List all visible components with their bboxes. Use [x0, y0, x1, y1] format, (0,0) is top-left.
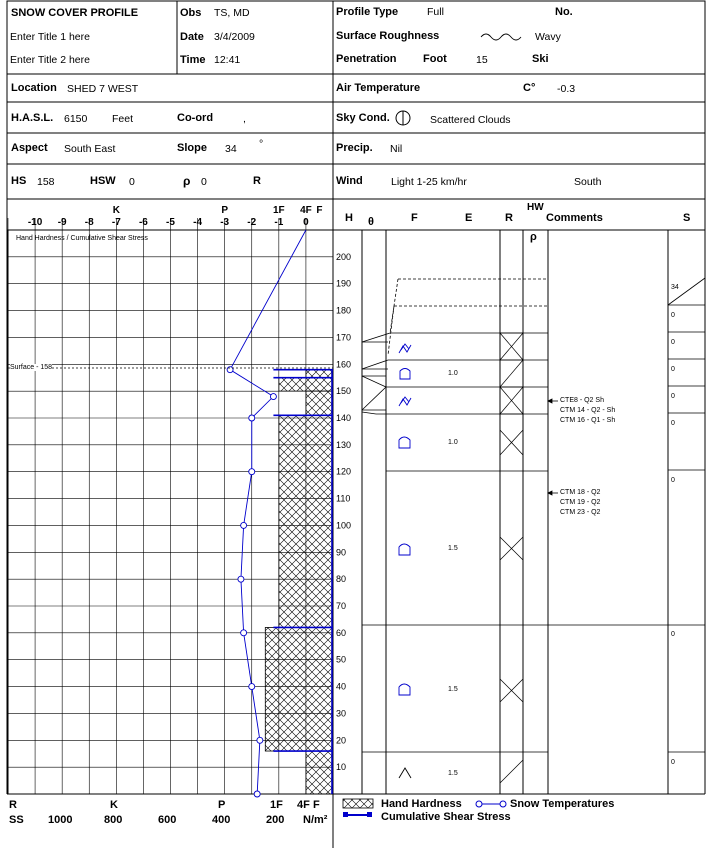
col-theta: θ	[368, 216, 374, 228]
height-tick-label: 60	[336, 627, 347, 638]
height-tick-label: 110	[336, 493, 351, 504]
location-value: SHED 7 WEST	[67, 83, 139, 95]
comment-line: CTM 23 - Q2	[560, 509, 601, 516]
comment-arrows	[548, 399, 558, 495]
hardness-tick-label: 1F	[272, 205, 285, 216]
profile-type-value: Full	[427, 6, 444, 18]
coord-label: Co-ord	[177, 112, 214, 124]
col-e: E	[465, 212, 473, 224]
hardness-tick-label: 4F	[300, 205, 312, 216]
precip-value: Nil	[390, 143, 403, 155]
e-value: 1.5	[448, 770, 458, 777]
temperature-point	[249, 415, 255, 421]
hasl-unit: Feet	[112, 113, 134, 125]
penetration-label: Penetration	[336, 53, 397, 65]
ski-label: Ski	[532, 53, 549, 65]
col-rho: ρ	[530, 231, 537, 243]
header-grid	[7, 1, 705, 848]
slope-value: 34	[225, 143, 237, 155]
height-tick-label: 50	[336, 654, 347, 665]
surface-roughness-label: Surface Roughness	[336, 30, 440, 42]
foot-label: Foot	[423, 53, 447, 65]
temp-tick-label: -10	[27, 217, 43, 228]
no-label: No.	[555, 6, 573, 18]
height-tick-label: 120	[336, 466, 352, 477]
height-tick-label: 130	[336, 439, 352, 450]
rho-value: 0	[201, 176, 207, 188]
hs-label: HS	[11, 175, 27, 187]
bottom-hardness-p: P	[218, 799, 226, 811]
height-tick-label: 90	[336, 547, 347, 558]
s-value: 0	[671, 366, 675, 373]
title-1-field[interactable]: Enter Title 1 here	[10, 31, 90, 43]
slope-label: Slope	[177, 142, 207, 154]
comment-line: CTM 19 - Q2	[560, 499, 601, 506]
temperature-point	[227, 367, 233, 373]
height-axis	[336, 252, 351, 772]
hardness-layer	[279, 378, 333, 391]
comment-line: CTE8 - Q2 Sh	[560, 397, 604, 404]
e-value: 1.0	[448, 370, 458, 377]
aspect-value: South East	[64, 143, 116, 155]
height-tick-label: 100	[336, 520, 352, 531]
r-label: R	[253, 175, 261, 187]
comment-line: CTM 14 - Q2 - Sh	[560, 407, 616, 414]
s-value: 0	[671, 477, 675, 484]
temp-tick-label: -7	[111, 217, 121, 228]
date-label: Date	[180, 31, 204, 43]
temp-tick-label: -8	[84, 217, 94, 228]
obs-value: TS, MD	[214, 7, 250, 19]
hs-value: 158	[37, 176, 55, 188]
sky-label: Sky Cond.	[336, 112, 390, 124]
surface-roughness-value: Wavy	[535, 31, 561, 43]
legend-snow-temperatures: Snow Temperatures	[510, 798, 615, 810]
comment-line: CTM 18 - Q2	[560, 489, 601, 496]
e-value: 1.5	[448, 686, 458, 693]
wind-value: Light 1-25 km/hr	[391, 176, 467, 188]
col-h: H	[345, 212, 353, 224]
height-tick-label: 200	[336, 251, 352, 262]
hardness-layer	[306, 751, 333, 794]
temp-tick-label: -4	[193, 217, 203, 228]
hardness-layer	[279, 415, 333, 627]
col-r: R	[505, 212, 513, 224]
hardness-tick-label: P	[221, 205, 229, 216]
hardness-tick-label: F	[316, 205, 323, 216]
temp-tick-label: -3	[220, 217, 230, 228]
height-tick-label: 180	[336, 305, 352, 316]
hasl-label: H.A.S.L.	[11, 112, 54, 124]
wind-direction: South	[574, 176, 602, 188]
ss-unit: N/m²	[303, 814, 328, 826]
bottom-hardness-4f: 4F	[297, 799, 310, 811]
temperature-point	[241, 630, 247, 636]
ss-tick: 400	[212, 814, 231, 826]
coord-value: ,	[243, 113, 246, 125]
temperature-point	[238, 576, 244, 582]
height-tick-label: 80	[336, 574, 347, 585]
hasl-value: 6150	[64, 113, 88, 125]
temp-tick-label: 0	[303, 217, 309, 228]
height-tick-label: 70	[336, 601, 347, 611]
resistance-marks	[500, 333, 523, 783]
hardness-tick-label: K	[112, 205, 120, 216]
sky-value: Scattered Clouds	[430, 114, 511, 126]
bottom-ss-label: SS	[9, 814, 24, 826]
hardness-layer	[306, 391, 333, 415]
temperature-point	[249, 684, 255, 690]
precip-label: Precip.	[336, 142, 373, 154]
location-label: Location	[11, 82, 57, 94]
temperature-point	[241, 522, 247, 528]
col-comments: Comments	[546, 212, 603, 224]
time-value: 12:41	[214, 54, 241, 66]
layer-table	[7, 199, 705, 794]
hsw-label: HSW	[90, 175, 116, 187]
foot-value: 15	[476, 54, 488, 66]
height-tick-label: 20	[336, 735, 347, 746]
legend-shear-stress: Cumulative Shear Stress	[381, 811, 511, 823]
e-value: 1.0	[448, 439, 458, 446]
hardness-layer	[306, 370, 333, 378]
wind-label: Wind	[336, 175, 363, 187]
ss-tick: 600	[158, 814, 177, 826]
height-tick-label: 150	[336, 386, 352, 397]
profile-title: SNOW COVER PROFILE	[11, 7, 139, 19]
air-temp-value: -0.3	[557, 83, 576, 95]
air-temp-label: Air Temperature	[336, 82, 421, 94]
height-tick-label: 10	[336, 762, 347, 773]
temperature-point	[257, 737, 263, 743]
grain-symbols	[399, 344, 411, 778]
s-value: 0	[671, 759, 675, 766]
temp-tick-label: -2	[247, 217, 257, 228]
legend-snow-temp-swatch	[476, 801, 506, 807]
legend-hand-hardness: Hand Hardness	[381, 798, 462, 810]
legend-shear-swatch	[343, 812, 372, 817]
layer-boundaries	[362, 278, 705, 752]
temp-tick-label: -9	[57, 217, 67, 228]
ss-tick: 800	[104, 814, 123, 826]
bottom-hardness-1f: 1F	[270, 799, 283, 811]
chart-caption: Hand Hardness / Cumulative Shear Stress	[16, 235, 148, 242]
obs-label: Obs	[180, 7, 202, 19]
temperature-axis	[28, 205, 323, 228]
s-value: 0	[671, 339, 675, 346]
col-s: S	[683, 212, 691, 224]
s-value: 0	[671, 393, 675, 400]
temp-tick-label: -1	[274, 217, 284, 228]
temp-tick-label: -5	[166, 217, 175, 228]
bottom-hardness-k: K	[110, 799, 118, 811]
height-tick-label: 140	[336, 413, 352, 423]
scattered-clouds-icon	[396, 111, 410, 125]
s-value: 34	[671, 284, 679, 291]
col-f: F	[411, 212, 418, 224]
s-value: 0	[671, 312, 675, 319]
bottom-r-label: R	[9, 799, 17, 811]
wavy-roughness-icon	[481, 34, 521, 40]
temperature-point	[254, 791, 260, 797]
profile-type-label: Profile Type	[336, 6, 399, 18]
ss-tick: 1000	[48, 814, 73, 826]
slope-unit: °	[259, 138, 264, 150]
surface-label: Surface - 158	[10, 364, 53, 371]
height-tick-label: 160	[336, 359, 352, 370]
e-value: 1.5	[448, 545, 458, 552]
height-tick-label: 190	[336, 278, 352, 289]
hand-hardness-bars	[265, 370, 333, 794]
hsw-value: 0	[129, 176, 135, 188]
air-temp-unit: C°	[523, 82, 536, 94]
height-tick-label: 170	[336, 332, 352, 343]
rho-label: ρ	[183, 174, 191, 188]
s-value: 0	[671, 631, 675, 638]
hardness-layer	[265, 627, 333, 751]
title-2-field[interactable]: Enter Title 2 here	[10, 54, 90, 66]
comment-line: CTM 16 - Q1 - Sh	[560, 417, 616, 424]
legend-hand-hardness-swatch	[343, 799, 373, 808]
temperature-point	[270, 394, 276, 400]
aspect-label: Aspect	[11, 142, 48, 154]
temp-tick-label: -6	[138, 217, 148, 228]
time-label: Time	[180, 54, 206, 66]
col-hw: HW	[527, 202, 544, 213]
temperature-point	[249, 469, 255, 475]
height-tick-label: 40	[336, 681, 347, 692]
s-value: 0	[671, 420, 675, 427]
ss-tick: 200	[266, 814, 285, 826]
date-value: 3/4/2009	[214, 31, 255, 43]
bottom-hardness-f: F	[313, 799, 320, 811]
height-tick-label: 30	[336, 708, 347, 719]
